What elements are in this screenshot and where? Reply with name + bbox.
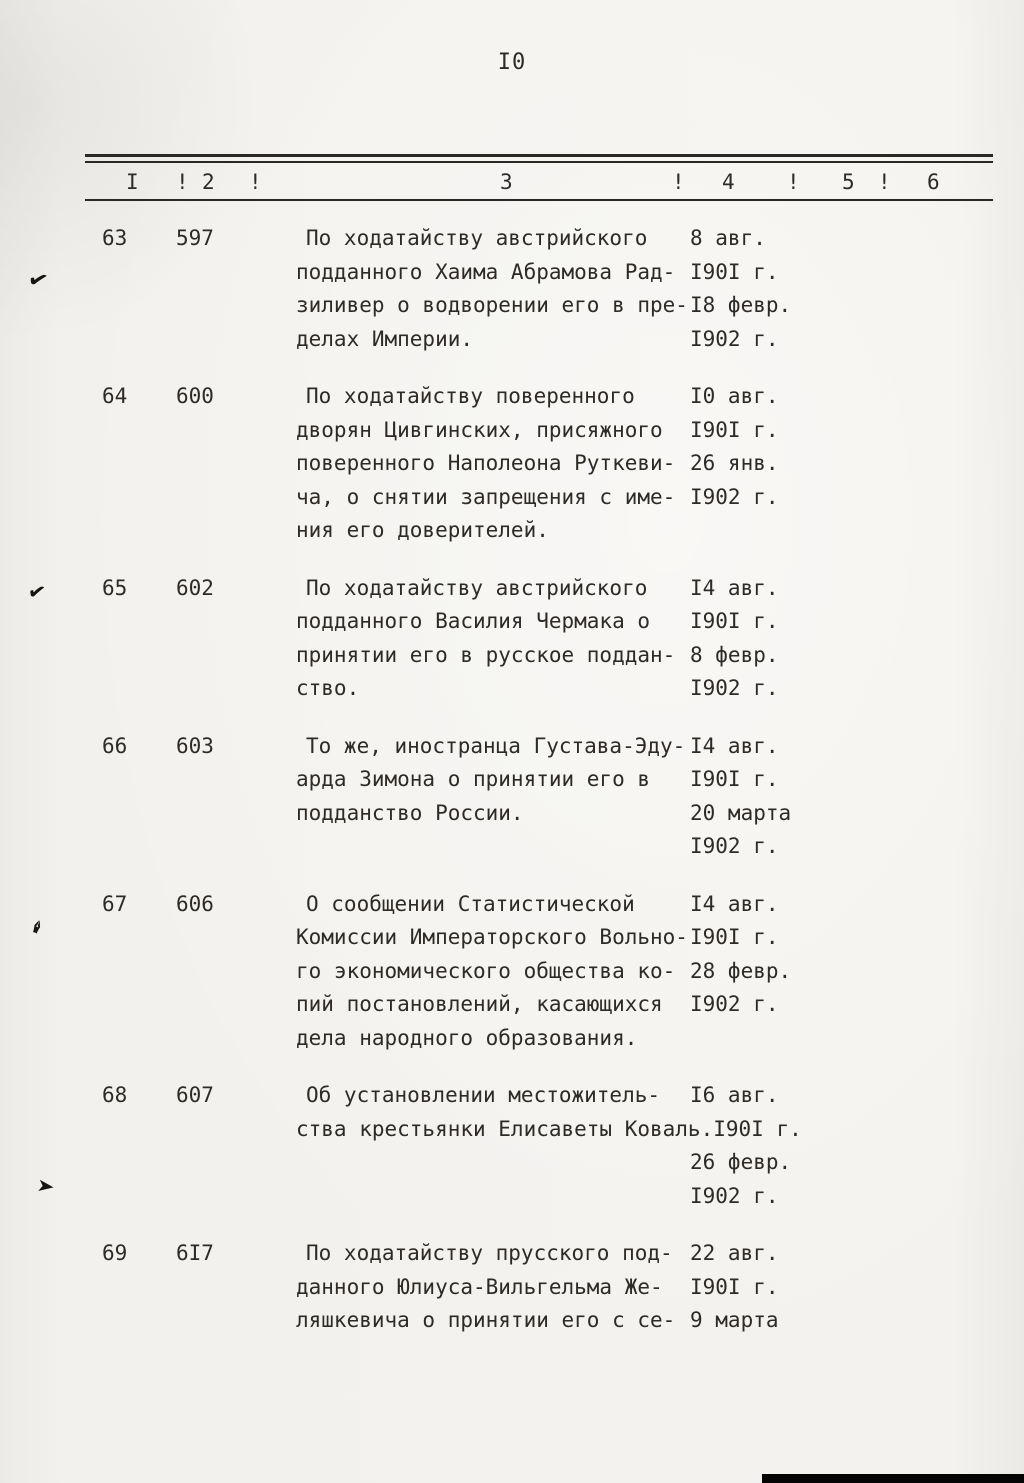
table-top-rule [85,154,993,157]
table-top-rule-second [85,161,993,163]
entry-date: I902 г. [690,326,779,351]
entry-date: 8 февр. [690,642,779,667]
entry-date: 20 марта [690,800,792,825]
handwritten-ink-mark: ✔ [25,265,51,295]
column-header-6: 6 [927,170,940,194]
entry-description-text: делах Империи. [296,326,474,351]
entry-date: I90I г. [690,609,779,633]
entry-line [296,1180,996,1214]
entry-line [296,1237,996,1271]
entry-description-text: го экономического общества ко- [296,958,676,983]
entry-lines [296,1237,996,1338]
entry-number: 69 [102,1241,128,1265]
file-number: 603 [176,733,214,758]
entry-line [296,921,996,955]
entry-line [296,1271,996,1305]
entry-line [296,1079,996,1113]
entry-date: I90I г. [690,417,779,442]
entry-description-text: подданного Василия Чермака о [296,609,651,633]
entry-date: I0 авг. [690,384,779,408]
file-number: 607 [176,1083,214,1107]
entry-lines [296,572,996,706]
entry-description-text: зиливер о водворении его в пре- [296,293,688,317]
entry-number: 67 [102,891,128,916]
entry-description-text: поверенного Наполеона Руткеви- [296,451,676,475]
entry-lines [296,730,996,864]
entry-line [296,481,996,515]
entry-lines [296,380,996,548]
file-number: 602 [176,575,214,600]
entry-line [296,830,996,864]
entry-description-text: Об установлении местожитель- [306,1083,661,1107]
entry-description-text: То же, иностранца Густава-Эду- [306,733,686,758]
entry-number: 66 [102,733,128,758]
table-row [0,730,1024,864]
entry-date: I4 авг. [690,891,779,916]
entry-date: 28 февр. [690,958,792,983]
entry-date: 26 февр. [690,1150,792,1174]
entry-description-text: ство. [296,676,360,700]
column-separator: ! [787,170,800,194]
entry-line [296,447,996,481]
entry-date: I4 авг. [690,575,779,600]
column-header-2: 2 [202,170,215,194]
entry-date: I902 г. [690,992,779,1016]
table-row [0,1079,1024,1213]
entry-line [296,888,996,922]
entry-line [296,672,996,706]
column-header-3: 3 [500,170,513,194]
entry-date: I902 г. [690,676,779,700]
entry-date: I4 авг. [690,733,779,758]
entry-date: I902 г. [690,484,779,509]
entry-line [296,797,996,831]
entry-lines [296,1079,996,1213]
entry-description-text: ляшкевича о принятии его с се- [296,1308,676,1332]
entry-date: I90I г. [690,925,779,949]
entry-number: 65 [102,575,128,600]
entry-date: I6 авг. [690,1083,779,1107]
entry-description-text: ча, о снятии запрещения с име- [296,484,676,509]
column-separator: ! [878,170,891,194]
entry-description-text: принятии его в русское поддан- [296,642,676,667]
handwritten-ink-mark: ✒ [24,915,52,939]
column-separator: ! [176,170,189,194]
entry-date: I90I г. [690,259,779,284]
entry-lines [296,888,996,1056]
entry-line [296,730,996,764]
entry-description-text: арда Зимона о принятии его в [296,767,651,791]
file-number: 600 [176,384,214,408]
table-rows [0,222,1024,1362]
entry-line [296,639,996,673]
entry-line [296,1022,996,1056]
entry-description-text: дворян Цивгинских, присяжного [296,417,663,442]
entry-number: 63 [102,226,128,250]
table-row [0,222,1024,356]
entry-description-text: ния его доверителей. [296,518,549,542]
entry-line [296,1113,996,1147]
entry-date: I90I г. [713,1116,802,1141]
entry-line [296,572,996,606]
entry-description-text [296,1180,690,1214]
entry-description-text: данного Юлиуса-Вильгельма Же- [296,1274,663,1299]
entry-description-text: По ходатайству прусского под- [306,1241,673,1265]
entry-line [296,323,996,357]
entry-description-text: По ходатайству поверенного [306,384,635,408]
entry-line [296,955,996,989]
handwritten-ink-mark: ➤ [35,1174,56,1199]
entry-line [296,289,996,323]
column-separator: ! [672,170,685,194]
scan-artifact-bar [762,1474,1024,1483]
entry-description-text: подданство России. [296,800,524,825]
table-header-bottom-rule [85,199,993,201]
entry-line [296,380,996,414]
entry-number: 64 [102,384,128,408]
column-header-4: 4 [722,170,735,194]
handwritten-ink-mark: ✔ [26,578,48,606]
entry-line [296,988,996,1022]
entry-description-text: подданного Хаима Абрамова Рад- [296,259,676,284]
entry-date: 26 янв. [690,451,779,475]
entry-line [296,514,996,548]
entry-description-text: Комиссии Императорского Вольно- [296,925,688,949]
column-header-5: 5 [842,170,855,194]
table-row [0,572,1024,706]
entry-description-text [296,1146,690,1180]
entry-date: I902 г. [690,1183,779,1208]
table-row [0,888,1024,1056]
entry-date: I90I г. [690,1274,779,1299]
entry-description-text: пий постановлений, касающихся [296,992,663,1016]
entry-date: 9 марта [690,1308,779,1332]
file-number: 597 [176,226,214,250]
entry-description-text [296,830,690,864]
column-separator: ! [249,170,262,194]
entry-description-text: О сообщении Статистической [306,891,635,916]
entry-number: 68 [102,1083,128,1107]
entry-description-text: По ходатайству австрийского [306,226,648,250]
entry-date: I902 г. [690,834,779,858]
column-header-1: I [126,170,139,194]
file-number: 6I7 [176,1241,214,1265]
table-row [0,1237,1024,1338]
entry-description-text: дела народного образования. [296,1025,638,1050]
page-number: I0 [497,50,527,75]
entry-date: I8 февр. [690,293,792,317]
entry-line [296,1146,996,1180]
entry-date: I90I г. [690,767,779,791]
entry-description-text: ства крестьянки Елисаветы Коваль. [296,1116,714,1141]
entry-line [296,256,996,290]
entry-lines [296,222,996,356]
table-row [0,380,1024,548]
entry-description-text: По ходатайству австрийского [306,575,648,600]
entry-line [296,414,996,448]
entry-line [296,1304,996,1338]
entry-line [296,222,996,256]
entry-date: 8 авг. [690,226,766,250]
entry-line [296,763,996,797]
entry-line [296,605,996,639]
table-header-row [0,166,1024,200]
file-number: 606 [176,891,214,916]
entry-date: 22 авг. [690,1241,779,1265]
